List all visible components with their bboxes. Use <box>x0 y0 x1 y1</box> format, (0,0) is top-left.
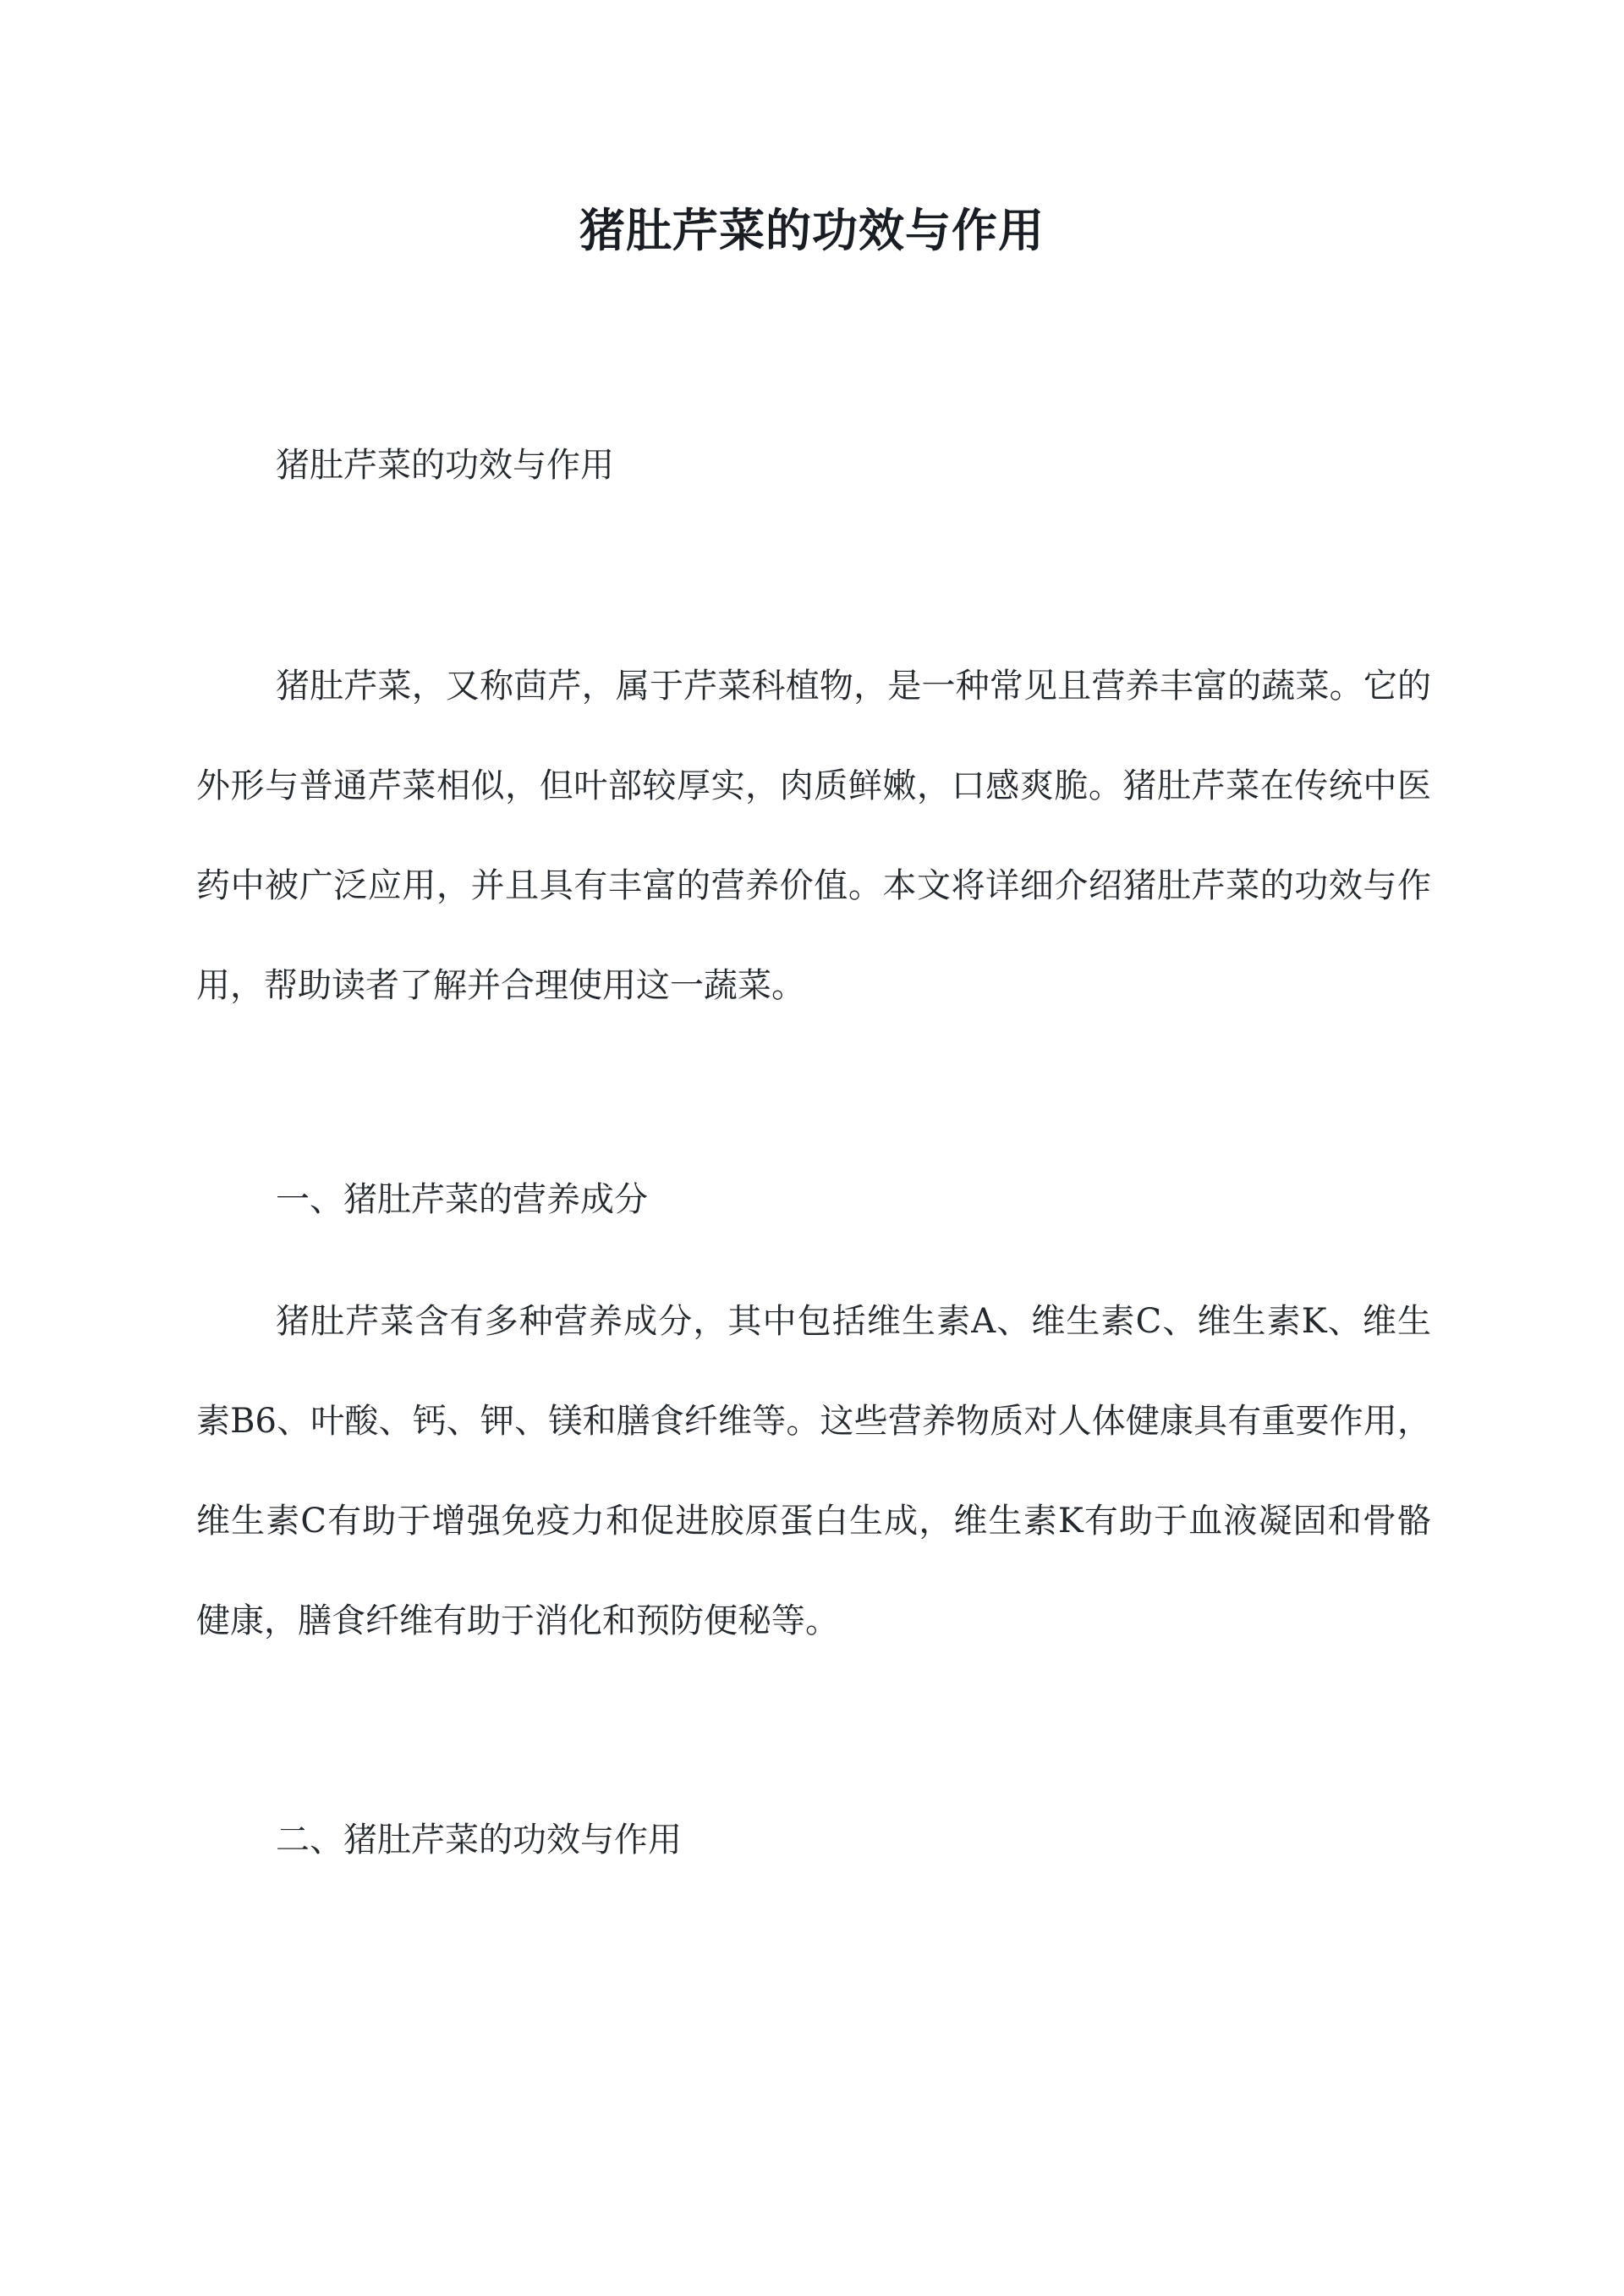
section1-body-block <box>196 1272 1431 1671</box>
subtitle-block <box>196 440 1431 491</box>
section1-heading-block <box>196 1174 1431 1225</box>
intro-paragraph: 猪肚芹菜，又称茴芹，属于芹菜科植物，是一种常见且营养丰富的蔬菜。它的外形与普通芹菜相似，但叶部较厚实，肉质鲜嫩，口感爽脆。猪肚芹菜在传统中医药中被广泛应用，并且具有丰富的营养价值。本文将详细介绍猪肚芹菜的功效与作用，帮助读者了解并合理使用这一蔬菜。 <box>196 667 1431 1005</box>
intro-block <box>196 636 1431 1035</box>
section1-paragraph: 猪肚芹菜含有多种营养成分，其中包括维生素A、维生素C、维生素K、维生素B6、叶酸、钙、钾、镁和膳食纤维等。这些营养物质对人体健康具有重要作用，维生素C有助于增强免疫力和促进胶原蛋白生成，维生素K有助于血液凝固和骨骼健康，膳食纤维有助于消化和预防便秘等。 <box>196 1302 1431 1640</box>
section2-heading-block <box>196 1815 1431 1865</box>
document-title: 猪肚芹菜的功效与作用 <box>579 203 1045 257</box>
section1-heading: 一、猪肚芹菜的营养成分 <box>276 1180 648 1219</box>
section2-heading: 二、猪肚芹菜的功效与作用 <box>276 1821 682 1859</box>
document-subtitle: 猪肚芹菜的功效与作用 <box>276 446 614 485</box>
